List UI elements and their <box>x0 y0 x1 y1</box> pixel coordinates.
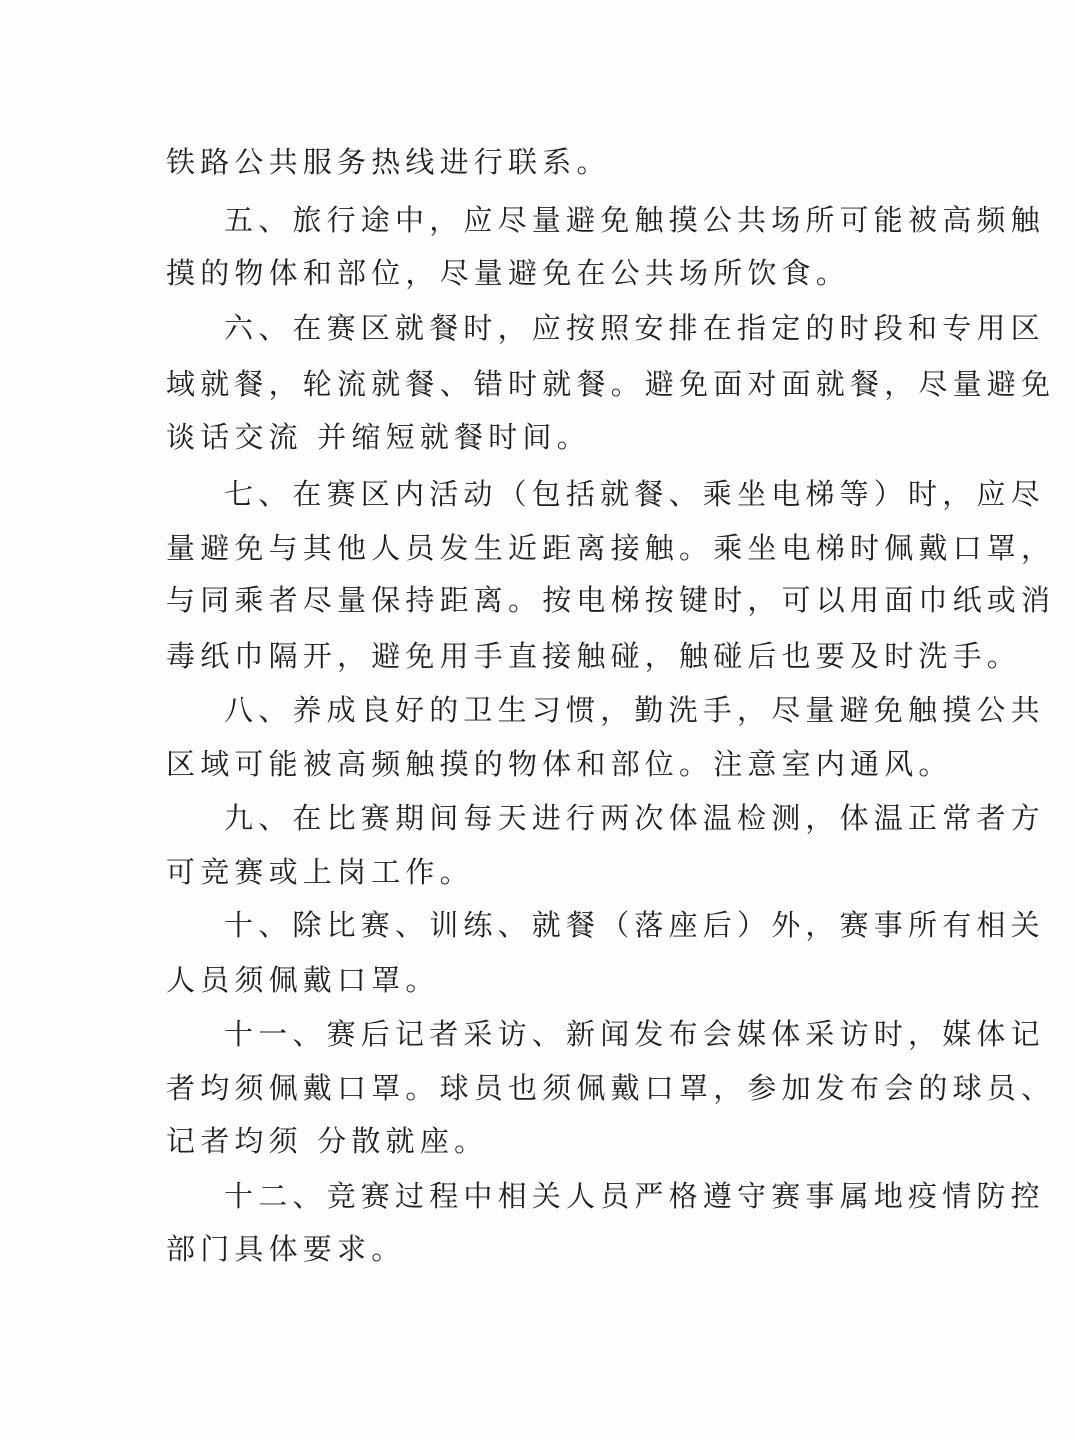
text-line: 铁路公共服务热线进行联系。 <box>166 145 611 179</box>
text-line: 记者均须 分散就座。 <box>166 1124 489 1158</box>
text-line: 可竞赛或上岗工作。 <box>166 855 474 889</box>
paragraph-six: 六、在赛区就餐时，应按照安排在指定的时段和专用区 <box>224 311 1045 345</box>
paragraph-eleven: 十一、赛后记者采访、新闻发布会媒体采访时，媒体记 <box>224 1017 1045 1051</box>
paragraph-five: 五、旅行途中，应尽量避免触摸公共场所可能被高频触 <box>224 203 1045 237</box>
text-line: 毒纸巾隔开，避免用手直接触碰，触碰后也要及时洗手。 <box>166 639 1022 673</box>
paragraph-nine: 九、在比赛期间每天进行两次体温检测，体温正常者方 <box>224 801 1045 835</box>
text-line: 与同乘者尽量保持距离。按电梯按键时，可以用面巾纸或消 <box>166 583 1056 617</box>
text-line: 者均须佩戴口罩。球员也须佩戴口罩，参加发布会的球员、 <box>166 1071 1056 1105</box>
paragraph-ten: 十、除比赛、训练、就餐（落座后）外，赛事所有相关 <box>224 908 1045 942</box>
text-line: 摸的物体和部位，尽量避免在公共场所饮食。 <box>166 256 851 290</box>
text-line: 区域可能被高频触摸的物体和部位。注意室内通风。 <box>166 747 953 781</box>
text-line: 量避免与其他人员发生近距离接触。乘坐电梯时佩戴口罩， <box>166 531 1056 565</box>
text-line: 谈话交流 并缩短就餐时间。 <box>166 420 591 454</box>
paragraph-twelve: 十二、竞赛过程中相关人员严格遵守赛事属地疫情防控 <box>224 1179 1045 1213</box>
text-line: 部门具体要求。 <box>166 1232 406 1266</box>
text-line: 人员须佩戴口罩。 <box>166 963 440 997</box>
paragraph-eight: 八、养成良好的卫生习惯，勤洗手，尽量避免触摸公共 <box>224 693 1045 727</box>
paragraph-seven: 七、在赛区内活动（包括就餐、乘坐电梯等）时，应尽 <box>224 477 1045 511</box>
text-line: 域就餐，轮流就餐、错时就餐。避免面对面就餐，尽量避免 <box>166 367 1056 401</box>
